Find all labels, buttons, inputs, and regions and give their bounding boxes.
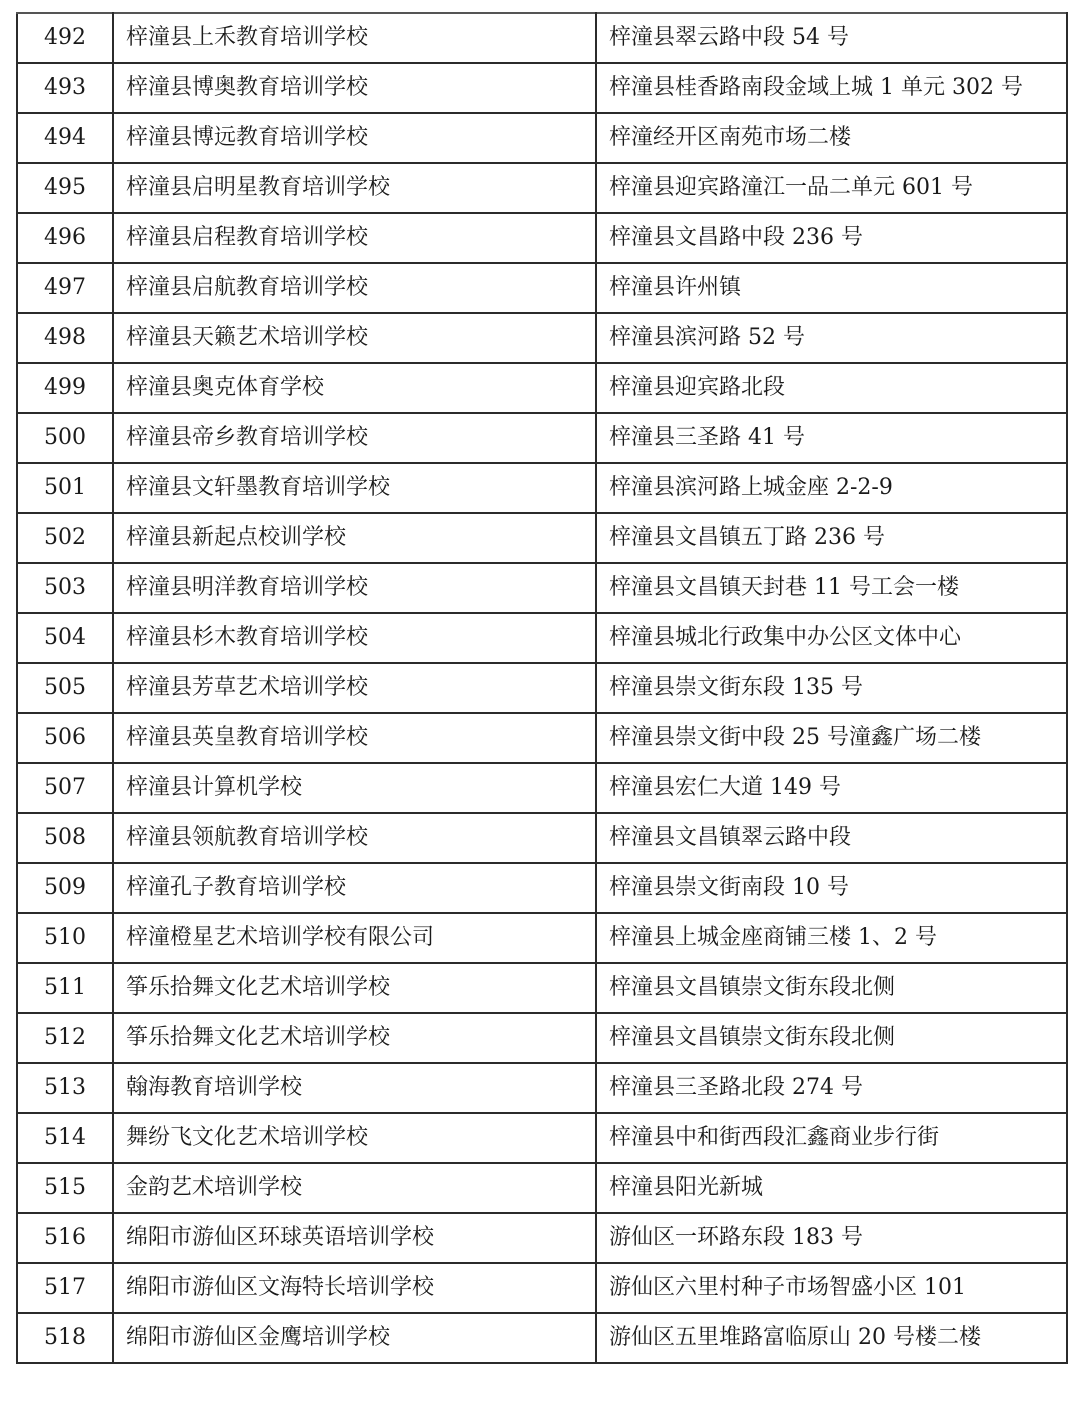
address-cell: 梓潼县桂香路南段金域上城 1 单元 302 号 (596, 63, 1067, 113)
table-row (17, 863, 1067, 913)
school-name-cell: 梓潼县芳草艺术培训学校 (113, 663, 596, 713)
school-name-cell: 梓潼县文轩墨教育培训学校 (113, 463, 596, 513)
school-name-cell: 梓潼县帝乡教育培训学校 (113, 413, 596, 463)
school-name-cell: 梓潼县计算机学校 (113, 763, 596, 813)
table-row (17, 113, 1067, 163)
row-number-cell: 494 (17, 113, 113, 163)
row-number-cell: 499 (17, 363, 113, 413)
school-name-cell: 绵阳市游仙区金鹰培训学校 (113, 1313, 596, 1363)
address-cell: 梓潼县崇文街中段 25 号潼鑫广场二楼 (596, 713, 1067, 763)
row-number-cell: 505 (17, 663, 113, 713)
table-row (17, 763, 1067, 813)
school-name-cell: 梓潼县明洋教育培训学校 (113, 563, 596, 613)
school-name-cell: 金韵艺术培训学校 (113, 1163, 596, 1213)
address-cell: 游仙区六里村种子市场智盛小区 101 (596, 1263, 1067, 1313)
address-cell: 梓潼县三圣路 41 号 (596, 413, 1067, 463)
address-cell: 梓潼县中和街西段汇鑫商业步行街 (596, 1113, 1067, 1163)
address-cell: 梓潼县城北行政集中办公区文体中心 (596, 613, 1067, 663)
address-cell: 梓潼县翠云路中段 54 号 (596, 13, 1067, 63)
table-row (17, 613, 1067, 663)
row-number-cell: 496 (17, 213, 113, 263)
school-name-cell: 梓潼县博奥教育培训学校 (113, 63, 596, 113)
row-number-cell: 504 (17, 613, 113, 663)
school-name-cell: 梓潼县奥克体育学校 (113, 363, 596, 413)
address-cell: 梓潼县文昌镇崇文街东段北侧 (596, 1013, 1067, 1063)
address-cell: 梓潼县迎宾路潼江一品二单元 601 号 (596, 163, 1067, 213)
address-cell: 梓潼县许州镇 (596, 263, 1067, 313)
table-row (17, 63, 1067, 113)
table-row (17, 713, 1067, 763)
address-cell: 梓潼县文昌路中段 236 号 (596, 213, 1067, 263)
address-cell: 梓潼县三圣路北段 274 号 (596, 1063, 1067, 1113)
school-name-cell: 舞纷飞文化艺术培训学校 (113, 1113, 596, 1163)
address-cell: 梓潼县迎宾路北段 (596, 363, 1067, 413)
address-cell: 梓潼县崇文街南段 10 号 (596, 863, 1067, 913)
row-number-cell: 518 (17, 1313, 113, 1363)
table-row (17, 263, 1067, 313)
row-number-cell: 503 (17, 563, 113, 613)
address-cell: 梓潼经开区南苑市场二楼 (596, 113, 1067, 163)
row-number-cell: 517 (17, 1263, 113, 1313)
address-cell: 梓潼县文昌镇翠云路中段 (596, 813, 1067, 863)
school-name-cell: 绵阳市游仙区文海特长培训学校 (113, 1263, 596, 1313)
row-number-cell: 502 (17, 513, 113, 563)
table-row (17, 13, 1067, 63)
row-number-cell: 512 (17, 1013, 113, 1063)
row-number-cell: 492 (17, 13, 113, 63)
row-number-cell: 516 (17, 1213, 113, 1263)
row-number-cell: 501 (17, 463, 113, 513)
address-cell: 梓潼县滨河路 52 号 (596, 313, 1067, 363)
table-row (17, 313, 1067, 363)
row-number-cell: 515 (17, 1163, 113, 1213)
table-row (17, 963, 1067, 1013)
table-row (17, 913, 1067, 963)
row-number-cell: 498 (17, 313, 113, 363)
school-name-cell: 筝乐拾舞文化艺术培训学校 (113, 963, 596, 1013)
school-name-cell: 翰海教育培训学校 (113, 1063, 596, 1113)
school-name-cell: 梓潼县启航教育培训学校 (113, 263, 596, 313)
address-cell: 梓潼县滨河路上城金座 2-2-9 (596, 463, 1067, 513)
table-row (17, 1163, 1067, 1213)
row-number-cell: 500 (17, 413, 113, 463)
address-cell: 梓潼县文昌镇崇文街东段北侧 (596, 963, 1067, 1013)
address-cell: 梓潼县宏仁大道 149 号 (596, 763, 1067, 813)
table-row (17, 463, 1067, 513)
table-row (17, 413, 1067, 463)
school-name-cell: 梓潼县启程教育培训学校 (113, 213, 596, 263)
table-row (17, 813, 1067, 863)
table-row (17, 363, 1067, 413)
address-cell: 梓潼县阳光新城 (596, 1163, 1067, 1213)
table-row (17, 1013, 1067, 1063)
row-number-cell: 497 (17, 263, 113, 313)
table-row (17, 163, 1067, 213)
table-row (17, 663, 1067, 713)
address-cell: 游仙区一环路东段 183 号 (596, 1213, 1067, 1263)
address-cell: 梓潼县文昌镇五丁路 236 号 (596, 513, 1067, 563)
school-name-cell: 梓潼橙星艺术培训学校有限公司 (113, 913, 596, 963)
school-name-cell: 梓潼县领航教育培训学校 (113, 813, 596, 863)
table-row (17, 1063, 1067, 1113)
school-name-cell: 绵阳市游仙区环球英语培训学校 (113, 1213, 596, 1263)
table-row (17, 213, 1067, 263)
school-name-cell: 梓潼县新起点校训学校 (113, 513, 596, 563)
table-row (17, 513, 1067, 563)
table-row (17, 1313, 1067, 1363)
school-name-cell: 筝乐拾舞文化艺术培训学校 (113, 1013, 596, 1063)
address-cell: 游仙区五里堆路富临原山 20 号楼二楼 (596, 1313, 1067, 1363)
row-number-cell: 511 (17, 963, 113, 1013)
row-number-cell: 510 (17, 913, 113, 963)
row-number-cell: 508 (17, 813, 113, 863)
school-name-cell: 梓潼县博远教育培训学校 (113, 113, 596, 163)
address-cell: 梓潼县上城金座商铺三楼 1、2 号 (596, 913, 1067, 963)
table-body (17, 13, 1067, 1363)
row-number-cell: 495 (17, 163, 113, 213)
table-row (17, 1263, 1067, 1313)
row-number-cell: 514 (17, 1113, 113, 1163)
address-cell: 梓潼县文昌镇天封巷 11 号工会一楼 (596, 563, 1067, 613)
school-name-cell: 梓潼县英皇教育培训学校 (113, 713, 596, 763)
table-row (17, 1213, 1067, 1263)
school-name-cell: 梓潼县启明星教育培训学校 (113, 163, 596, 213)
school-name-cell: 梓潼县天籁艺术培训学校 (113, 313, 596, 363)
school-list-table (16, 12, 1068, 1364)
row-number-cell: 507 (17, 763, 113, 813)
address-cell: 梓潼县崇文街东段 135 号 (596, 663, 1067, 713)
table-row (17, 1113, 1067, 1163)
table-row (17, 563, 1067, 613)
school-name-cell: 梓潼孔子教育培训学校 (113, 863, 596, 913)
school-name-cell: 梓潼县上禾教育培训学校 (113, 13, 596, 63)
row-number-cell: 506 (17, 713, 113, 763)
row-number-cell: 513 (17, 1063, 113, 1113)
row-number-cell: 509 (17, 863, 113, 913)
school-name-cell: 梓潼县杉木教育培训学校 (113, 613, 596, 663)
row-number-cell: 493 (17, 63, 113, 113)
